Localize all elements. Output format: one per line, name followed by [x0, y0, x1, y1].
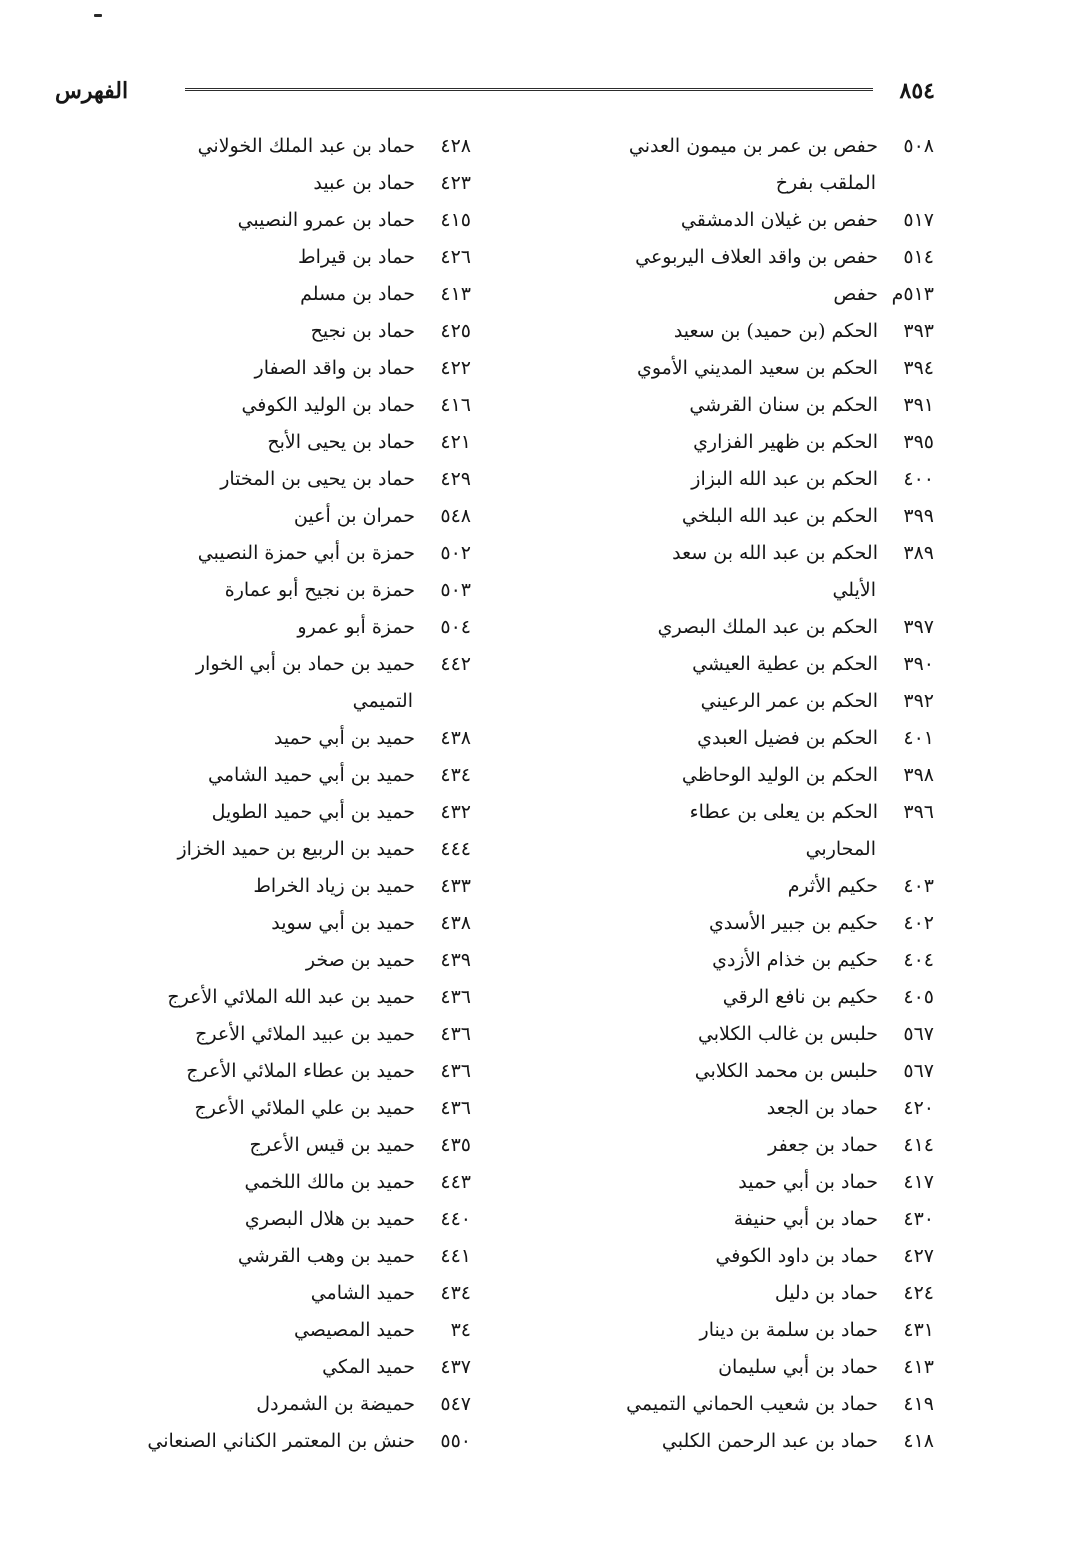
- entry-number: ٤١٩: [903, 1393, 934, 1415]
- entry-name: حماد بن يحيى بن المختار: [220, 468, 415, 490]
- index-entry: [135, 128, 475, 165]
- entry-name: حميد بن حماد بن أبي الخوار: [195, 653, 415, 675]
- entry-name: حماد بن قيراط: [298, 246, 415, 268]
- index-entry: [135, 202, 475, 239]
- entry-number: ٤٠٠: [903, 468, 934, 490]
- entry-name: حميد بن أبي حميد: [273, 727, 415, 749]
- entry-name-continuation: المحاربي: [805, 838, 876, 860]
- index-entry: [135, 1016, 475, 1053]
- entry-name: حميد بن أبي حميد الطويل: [211, 801, 415, 823]
- entry-number: ٤٣٨: [440, 727, 471, 749]
- entry-number: ٥٦٧: [903, 1060, 934, 1082]
- entry-name: حماد بن نجيح: [310, 320, 415, 342]
- entry-number: ٣٩٨: [903, 764, 934, 786]
- entry-name: الحكم بن فضيل العبدي: [697, 727, 878, 749]
- entry-number: ٤٢٢: [440, 357, 471, 379]
- entry-number: ٤٣٢: [440, 801, 471, 823]
- entry-name: حنش بن المعتمر الكناني الصنعاني: [147, 1430, 415, 1452]
- entry-number: ٤٢٧: [903, 1245, 934, 1267]
- index-entry: [600, 1349, 938, 1386]
- entry-number: ٤٣٤: [440, 764, 471, 786]
- entry-number: ٤٢٣: [440, 172, 471, 194]
- entry-name: حميد بن صخر: [305, 949, 415, 971]
- entry-number: ٥٦٧: [903, 1023, 934, 1045]
- index-entry: [600, 387, 938, 424]
- entry-number: ٣٩٢: [903, 690, 934, 712]
- entry-name: حميد بن الربيع بن حميد الخزاز: [177, 838, 415, 860]
- entry-number: ٤١٨: [903, 1430, 934, 1452]
- header-rule: [185, 88, 873, 91]
- entry-name: حماد بن أبي سليمان: [718, 1356, 878, 1378]
- entry-name: الحكم بن ظهير الفزاري: [693, 431, 878, 453]
- index-entry: [135, 979, 475, 1016]
- index-entry: [600, 1275, 938, 1312]
- entry-name: حميد بن قيس الأعرج: [249, 1134, 415, 1156]
- entry-name: حميد بن هلال البصري: [244, 1208, 415, 1230]
- entry-number: ٥٥٠: [440, 1430, 471, 1452]
- entry-name: حماد بن جعفر: [768, 1134, 878, 1156]
- index-entry: [135, 1312, 475, 1349]
- entry-number: ٤٢٤: [903, 1282, 934, 1304]
- entry-number: ٤٠٥: [903, 986, 934, 1008]
- entry-number: ٤٠٣: [903, 875, 934, 897]
- entry-name: حفص بن غيلان الدمشقي: [680, 209, 878, 231]
- entry-name: الحكم بن عطية العيشي: [692, 653, 878, 675]
- entry-number: ٥٠٣: [440, 579, 471, 601]
- index-entry: [600, 424, 938, 461]
- entry-name: حماد بن سلمة بن دينار: [699, 1319, 878, 1341]
- entry-number: ٤٤٣: [440, 1171, 471, 1193]
- entry-number: ٤٣٥: [440, 1134, 471, 1156]
- entry-name: حميد المصيصي: [293, 1319, 415, 1341]
- index-entry: [135, 498, 475, 535]
- index-entry: [600, 1090, 938, 1127]
- index-entry: [135, 1349, 475, 1386]
- entry-name: حماد بن أبي حنيفة: [733, 1208, 878, 1230]
- index-entry: [135, 609, 475, 646]
- entry-number: ٤٣٤: [440, 1282, 471, 1304]
- entry-number: ٥٠٨: [903, 135, 934, 157]
- entry-name: حماد بن مسلم: [300, 283, 415, 305]
- scan-mark: [94, 14, 102, 17]
- entry-name: حماد بن عبيد: [313, 172, 415, 194]
- entry-number: ٣٤: [450, 1319, 471, 1341]
- entry-name: حمزة بن نجيح أبو عمارة: [224, 579, 415, 601]
- entry-name: الحكم بن عمر الرعيني: [700, 690, 878, 712]
- index-entry: [135, 572, 475, 609]
- entry-number: ٤١٧: [903, 1171, 934, 1193]
- index-entry: [135, 424, 475, 461]
- entry-number: ٤٣٠: [903, 1208, 934, 1230]
- index-entry: [600, 905, 938, 942]
- entry-name: حكيم بن خذام الأزدي: [712, 949, 878, 971]
- entry-name: حميد المكي: [322, 1356, 415, 1378]
- index-entry: [135, 905, 475, 942]
- entry-name: حماد بن الوليد الكوفي: [241, 394, 415, 416]
- entry-name: الحكم (بن حميد) بن سعيد: [673, 320, 878, 342]
- index-entry: [600, 646, 938, 683]
- entry-number: ٤٢٨: [440, 135, 471, 157]
- entry-number: ٤٣٦: [440, 986, 471, 1008]
- entry-number: ٤٢٠: [903, 1097, 934, 1119]
- entry-name: حميد بن عبد الله الملائي الأعرج: [167, 986, 415, 1008]
- index-entry: [135, 1127, 475, 1164]
- entry-name: الحكم بن يعلى بن عطاء: [689, 801, 878, 823]
- entry-name: حلبس بن محمد الكلابي: [694, 1060, 878, 1082]
- index-entry: [135, 831, 475, 868]
- entry-name: حميد بن عبيد الملائي الأعرج: [195, 1023, 415, 1045]
- entry-name: حماد بن الجعد: [766, 1097, 878, 1119]
- entry-name: حمزة بن أبي حمزة النصيبي: [197, 542, 415, 564]
- entry-number: ٥١٣م: [891, 283, 934, 305]
- entry-name: حماد بن داود الكوفي: [715, 1245, 878, 1267]
- entry-number: ٤١٣: [440, 283, 471, 305]
- entry-number: ٥٤٨: [440, 505, 471, 527]
- index-entry: [600, 1312, 938, 1349]
- entry-number: ٤٤١: [440, 1245, 471, 1267]
- entry-name: حميد بن أبي حميد الشامي: [207, 764, 415, 786]
- entry-number: ٣٩٥: [903, 431, 934, 453]
- index-column-left: [135, 128, 475, 1460]
- index-entry: [135, 387, 475, 424]
- entry-name: حماد بن عبد الملك الخولاني: [197, 135, 415, 157]
- index-entry: [135, 1164, 475, 1201]
- index-entry: [600, 128, 938, 165]
- entry-name: حكيم بن نافع الرقي: [722, 986, 878, 1008]
- index-entry: [135, 1386, 475, 1423]
- index-entry: [135, 720, 475, 757]
- entry-number: ٤٣٧: [440, 1356, 471, 1378]
- entry-name: الحكم بن عبد الله البلخي: [681, 505, 878, 527]
- index-entry: [600, 535, 938, 572]
- index-entry: [600, 1053, 938, 1090]
- entry-number: ٥١٧: [903, 209, 934, 231]
- index-entry: [600, 720, 938, 757]
- entry-name: حميد بن علي الملائي الأعرج: [194, 1097, 415, 1119]
- index-entry: [600, 609, 938, 646]
- index-entry: [600, 757, 938, 794]
- entry-name: الحكم بن الوليد الوحاظي: [681, 764, 878, 786]
- entry-name: حفص بن واقد العلاف اليربوعي: [635, 246, 878, 268]
- index-entry: [135, 165, 475, 202]
- entry-number: ٣٩٦: [903, 801, 934, 823]
- entry-name: حميد بن عطاء الملائي الأعرج: [186, 1060, 415, 1082]
- index-entry: [600, 1386, 938, 1423]
- index-entry: [600, 276, 938, 313]
- index-entry: [600, 498, 938, 535]
- entry-number: ٣٩٩: [903, 505, 934, 527]
- entry-name: حميد بن وهب القرشي: [237, 1245, 415, 1267]
- entry-name: حماد بن واقد الصفار: [254, 357, 415, 379]
- entry-number: ٤٣٣: [440, 875, 471, 897]
- index-entry: [600, 1423, 938, 1460]
- entry-number: ٤٤٢: [440, 653, 471, 675]
- page-header: [55, 78, 935, 108]
- index-entry: [135, 1090, 475, 1127]
- index-entry: [135, 461, 475, 498]
- index-entry: [135, 1423, 475, 1460]
- entry-name: حماد بن عبد الرحمن الكلبي: [661, 1430, 878, 1452]
- entry-name: حميضة بن الشمردل: [256, 1393, 415, 1415]
- entry-number: ٥٠٢: [440, 542, 471, 564]
- entry-number: ٤٢٩: [440, 468, 471, 490]
- index-entry: [600, 868, 938, 905]
- index-entry: [135, 794, 475, 831]
- entry-name-continuation: الملقب بفرخ: [775, 172, 876, 194]
- entry-number: ٥٠٤: [440, 616, 471, 638]
- entry-number: ٤١٥: [440, 209, 471, 231]
- index-entry: [600, 683, 938, 720]
- entry-name: الحكم بن سعيد المديني الأموي: [636, 357, 878, 379]
- entry-number: ٣٨٩: [903, 542, 934, 564]
- entry-number: ٤٤٠: [440, 1208, 471, 1230]
- index-entry: [600, 1016, 938, 1053]
- index-entry: [135, 868, 475, 905]
- entry-number: ٣٩١: [903, 394, 934, 416]
- entry-name: حميد بن أبي سويد: [271, 912, 415, 934]
- entry-name: الحكم بن عبد الله بن سعد: [672, 542, 878, 564]
- entry-number: ٣٩٠: [903, 653, 934, 675]
- entry-number: ٤٣٩: [440, 949, 471, 971]
- index-entry: [135, 1201, 475, 1238]
- index-entry: [600, 942, 938, 979]
- index-entry: [600, 202, 938, 239]
- index-entry: [135, 1238, 475, 1275]
- entry-number: ٤١٤: [903, 1134, 934, 1156]
- entry-name: حكيم الأثرم: [787, 875, 878, 897]
- index-entry: [135, 1053, 475, 1090]
- index-entry: [600, 313, 938, 350]
- entry-number: ٥٤٧: [440, 1393, 471, 1415]
- entry-name: حمزة أبو عمرو: [297, 616, 415, 638]
- entry-name: حماد بن دليل: [774, 1282, 878, 1304]
- index-entry: [600, 239, 938, 276]
- entry-number: ٤٠٤: [903, 949, 934, 971]
- index-entry: [135, 1275, 475, 1312]
- index-column-right: [600, 128, 938, 1460]
- entry-number: ٤٤٤: [440, 838, 471, 860]
- index-entry: [135, 276, 475, 313]
- entry-number: ٣٩٣: [903, 320, 934, 342]
- page-title: الفهرس: [55, 78, 129, 104]
- entry-number: ٤٢٦: [440, 246, 471, 268]
- entry-name: حماد بن شعيب الحماني التميمي: [626, 1393, 878, 1415]
- entry-number: ٤١٣: [903, 1356, 934, 1378]
- entry-name: الحكم بن عبد الملك البصري: [657, 616, 878, 638]
- entry-number: ٤٣٦: [440, 1023, 471, 1045]
- entry-number: ٤٠١: [903, 727, 934, 749]
- entry-name: حفص بن عمر بن ميمون العدني: [628, 135, 878, 157]
- entry-name: حماد بن عمرو النصيبي: [237, 209, 415, 231]
- index-entry: [135, 239, 475, 276]
- index-entry: [135, 535, 475, 572]
- entry-number: ٤١٦: [440, 394, 471, 416]
- index-entry: [135, 646, 475, 683]
- entry-number: ٤٢٥: [440, 320, 471, 342]
- entry-name: حكيم بن جبير الأسدي: [708, 912, 878, 934]
- index-entry: [600, 1164, 938, 1201]
- index-entry: [135, 313, 475, 350]
- entry-name: حماد بن أبي حميد: [738, 1171, 878, 1193]
- entry-number: ٤٣٨: [440, 912, 471, 934]
- entry-name: حفص: [833, 283, 878, 305]
- entry-number: ٤٣٦: [440, 1060, 471, 1082]
- index-entry: [600, 1238, 938, 1275]
- entry-name: حميد الشامي: [310, 1282, 415, 1304]
- entry-name: حماد بن يحيى الأبح: [267, 431, 415, 453]
- index-entry: [600, 1127, 938, 1164]
- index-entry: [135, 350, 475, 387]
- entry-number: ٤٢١: [440, 431, 471, 453]
- entry-number: ٥١٤: [903, 246, 934, 268]
- entry-number: ٤٣١: [903, 1319, 934, 1341]
- entry-name: حلبس بن غالب الكلابي: [697, 1023, 878, 1045]
- index-entry: [135, 942, 475, 979]
- entry-number: ٣٩٤: [903, 357, 934, 379]
- entry-number: ٣٩٧: [903, 616, 934, 638]
- index-entry: [600, 1201, 938, 1238]
- entry-name-continuation: التميمي: [352, 690, 413, 712]
- entry-number: ٤٣٦: [440, 1097, 471, 1119]
- index-entry: [600, 461, 938, 498]
- index-entry: [135, 757, 475, 794]
- entry-name: حميد بن مالك اللخمي: [244, 1171, 415, 1193]
- index-entry: [600, 979, 938, 1016]
- entry-name: الحكم بن سنان القرشي: [689, 394, 878, 416]
- index-entry: [600, 350, 938, 387]
- entry-name: حميد بن زياد الخراط: [253, 875, 415, 897]
- entry-name-continuation: الأيلي: [832, 579, 876, 601]
- page-number: ٨٥٤: [899, 78, 935, 104]
- entry-name: حمران بن أعين: [293, 505, 415, 527]
- index-entry: [600, 794, 938, 831]
- entry-number: ٤٠٢: [903, 912, 934, 934]
- entry-name: الحكم بن عبد الله البزاز: [691, 468, 878, 490]
